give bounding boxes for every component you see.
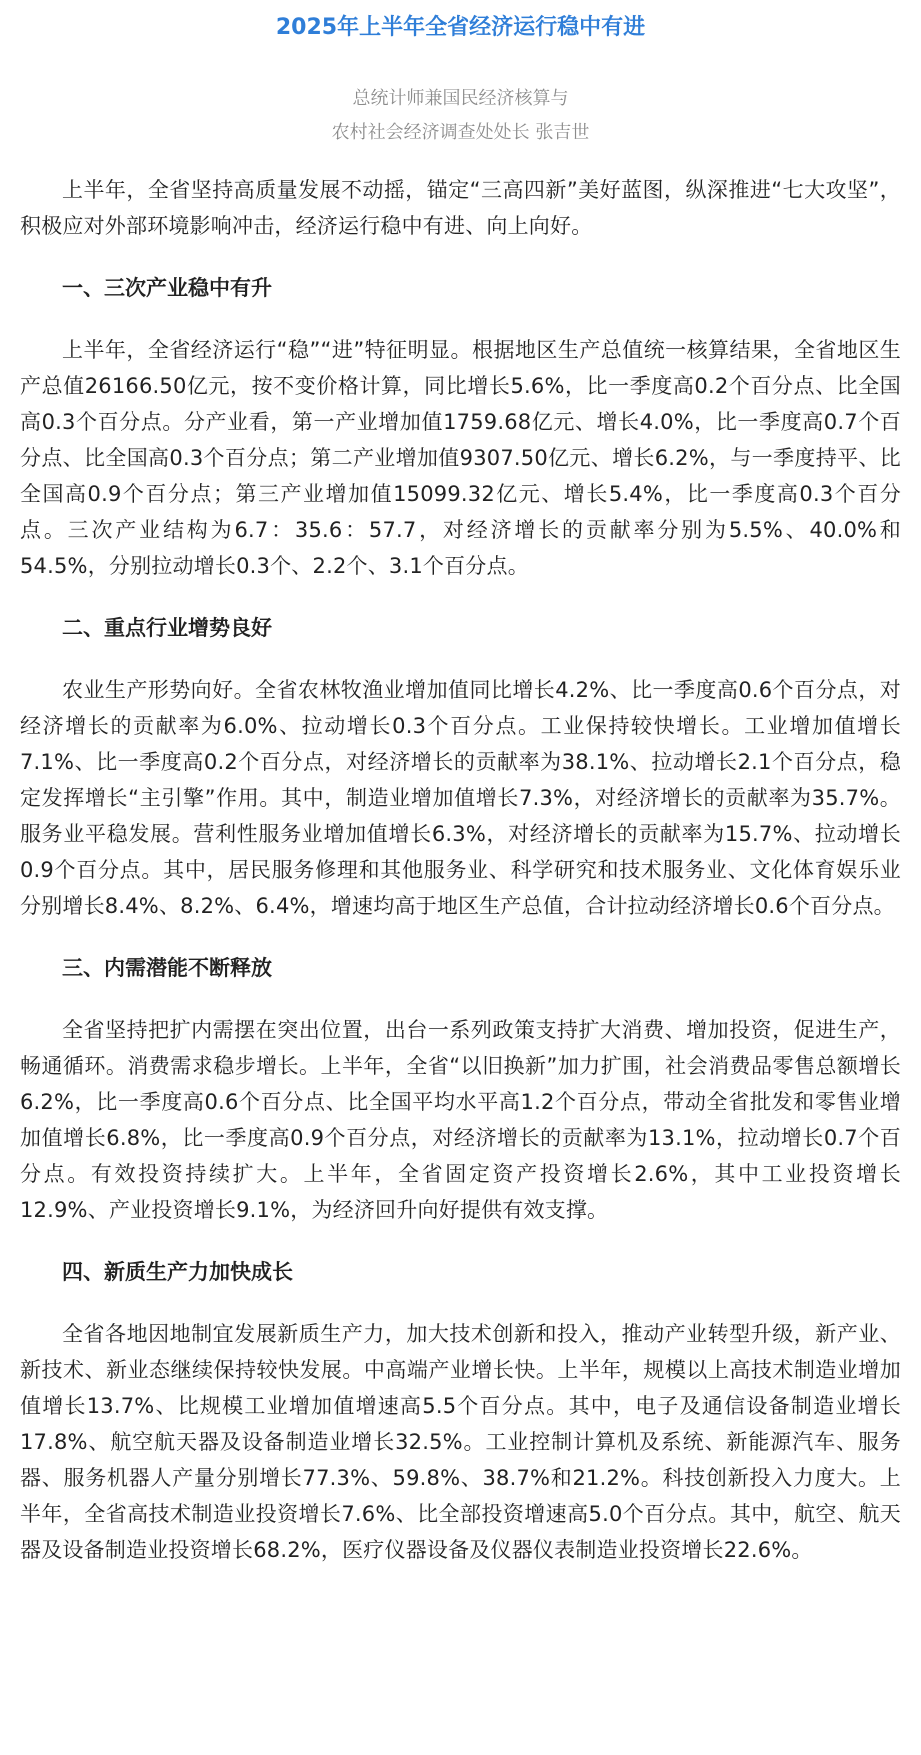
article-title: 2025年上半年全省经济运行稳中有进 xyxy=(275,15,646,40)
section-body-4: 全省各地因地制宜发展新质生产力，加大技术创新和投入，推动产业转型升级，新产业、新技术、新业态继续保持较快发展。中高端产业增长快。上半年，规模以上高技术制造业增加值增长13.7%、比规模工业增加值增速高5.5个百分点。其中，电子及通信设备制造业增长17.8%、航空航天器及设备制造业增长32.5%。工业控制计算机及系统、新能源汽车、服务器、服务机器人产量分别增长77.3%、59.8%、38.7%和21.2%。科技创新投入力度大。上半年，全省高技术制造业投资增长7.6%、比全部投资增速高5.0个百分点。其中，航空、航天器及设备制造业投资增长68.2%，医疗仪器设备及仪器仪表制造业投资增长22.6%。 xyxy=(20,1322,901,1562)
author-byline xyxy=(20,82,901,150)
byline-line-1: 总统计师兼国民经济核算与 xyxy=(352,88,569,109)
section-heading-4: 四、新质生产力加快成长 xyxy=(62,1260,293,1284)
byline-line-2: 农村社会经济调查处处长 张吉世 xyxy=(331,122,590,143)
section-heading-2: 二、重点行业增势良好 xyxy=(62,616,272,640)
section-heading-1: 一、三次产业稳中有升 xyxy=(62,276,272,300)
intro-paragraph: 上半年，全省坚持高质量发展不动摇，锚定“三高四新”美好蓝图，纵深推进“七大攻坚”，积极应对外部环境影响冲击，经济运行稳中有进、向上向好。 xyxy=(20,178,901,238)
section-heading-3: 三、内需潜能不断释放 xyxy=(62,956,272,980)
section-body-1: 上半年，全省经济运行“稳”“进”特征明显。根据地区生产总值统一核算结果，全省地区生产总值26166.50亿元，按不变价格计算，同比增长5.6%，比一季度高0.2个百分点、比全国高0.3个百分点。分产业看，第一产业增加值1759.68亿元、增长4.0%，比一季度高0.7个百分点、比全国高0.3个百分点；第二产业增加值9307.50亿元、增长6.2%，与一季度持平、比全国高0.9个百分点；第三产业增加值15099.32亿元、增长5.4%，比一季度高0.3个百分点。三次产业结构为6.7：35.6：57.7，对经济增长的贡献率分别为5.5%、40.0%和54.5%，分别拉动增长0.3个、2.2个、3.1个百分点。 xyxy=(20,338,901,578)
section-body-2: 农业生产形势向好。全省农林牧渔业增加值同比增长4.2%、比一季度高0.6个百分点，对经济增长的贡献率为6.0%、拉动增长0.3个百分点。工业保持较快增长。工业增加值增长7.1%、比一季度高0.2个百分点，对经济增长的贡献率为38.1%、拉动增长2.1个百分点，稳定发挥增长“主引擎”作用。其中，制造业增加值增长7.3%，对经济增长的贡献率为35.7%。服务业平稳发展。营利性服务业增加值增长6.3%，对经济增长的贡献率为15.7%、拉动增长0.9个百分点。其中，居民服务修理和其他服务业、科学研究和技术服务业、文化体育娱乐业分别增长8.4%、8.2%、6.4%，增速均高于地区生产总值，合计拉动经济增长0.6个百分点。 xyxy=(20,678,901,918)
section-body-3: 全省坚持把扩内需摆在突出位置，出台一系列政策支持扩大消费、增加投资，促进生产，畅通循环。消费需求稳步增长。上半年，全省“以旧换新”加力扩围，社会消费品零售总额增长6.2%，比一季度高0.6个百分点、比全国平均水平高1.2个百分点，带动全省批发和零售业增加值增长6.8%，比一季度高0.9个百分点，对经济增长的贡献率为13.1%，拉动增长0.7个百分点。有效投资持续扩大。上半年，全省固定资产投资增长2.6%，其中工业投资增长12.9%、产业投资增长9.1%，为经济回升向好提供有效支撑。 xyxy=(20,1018,901,1222)
